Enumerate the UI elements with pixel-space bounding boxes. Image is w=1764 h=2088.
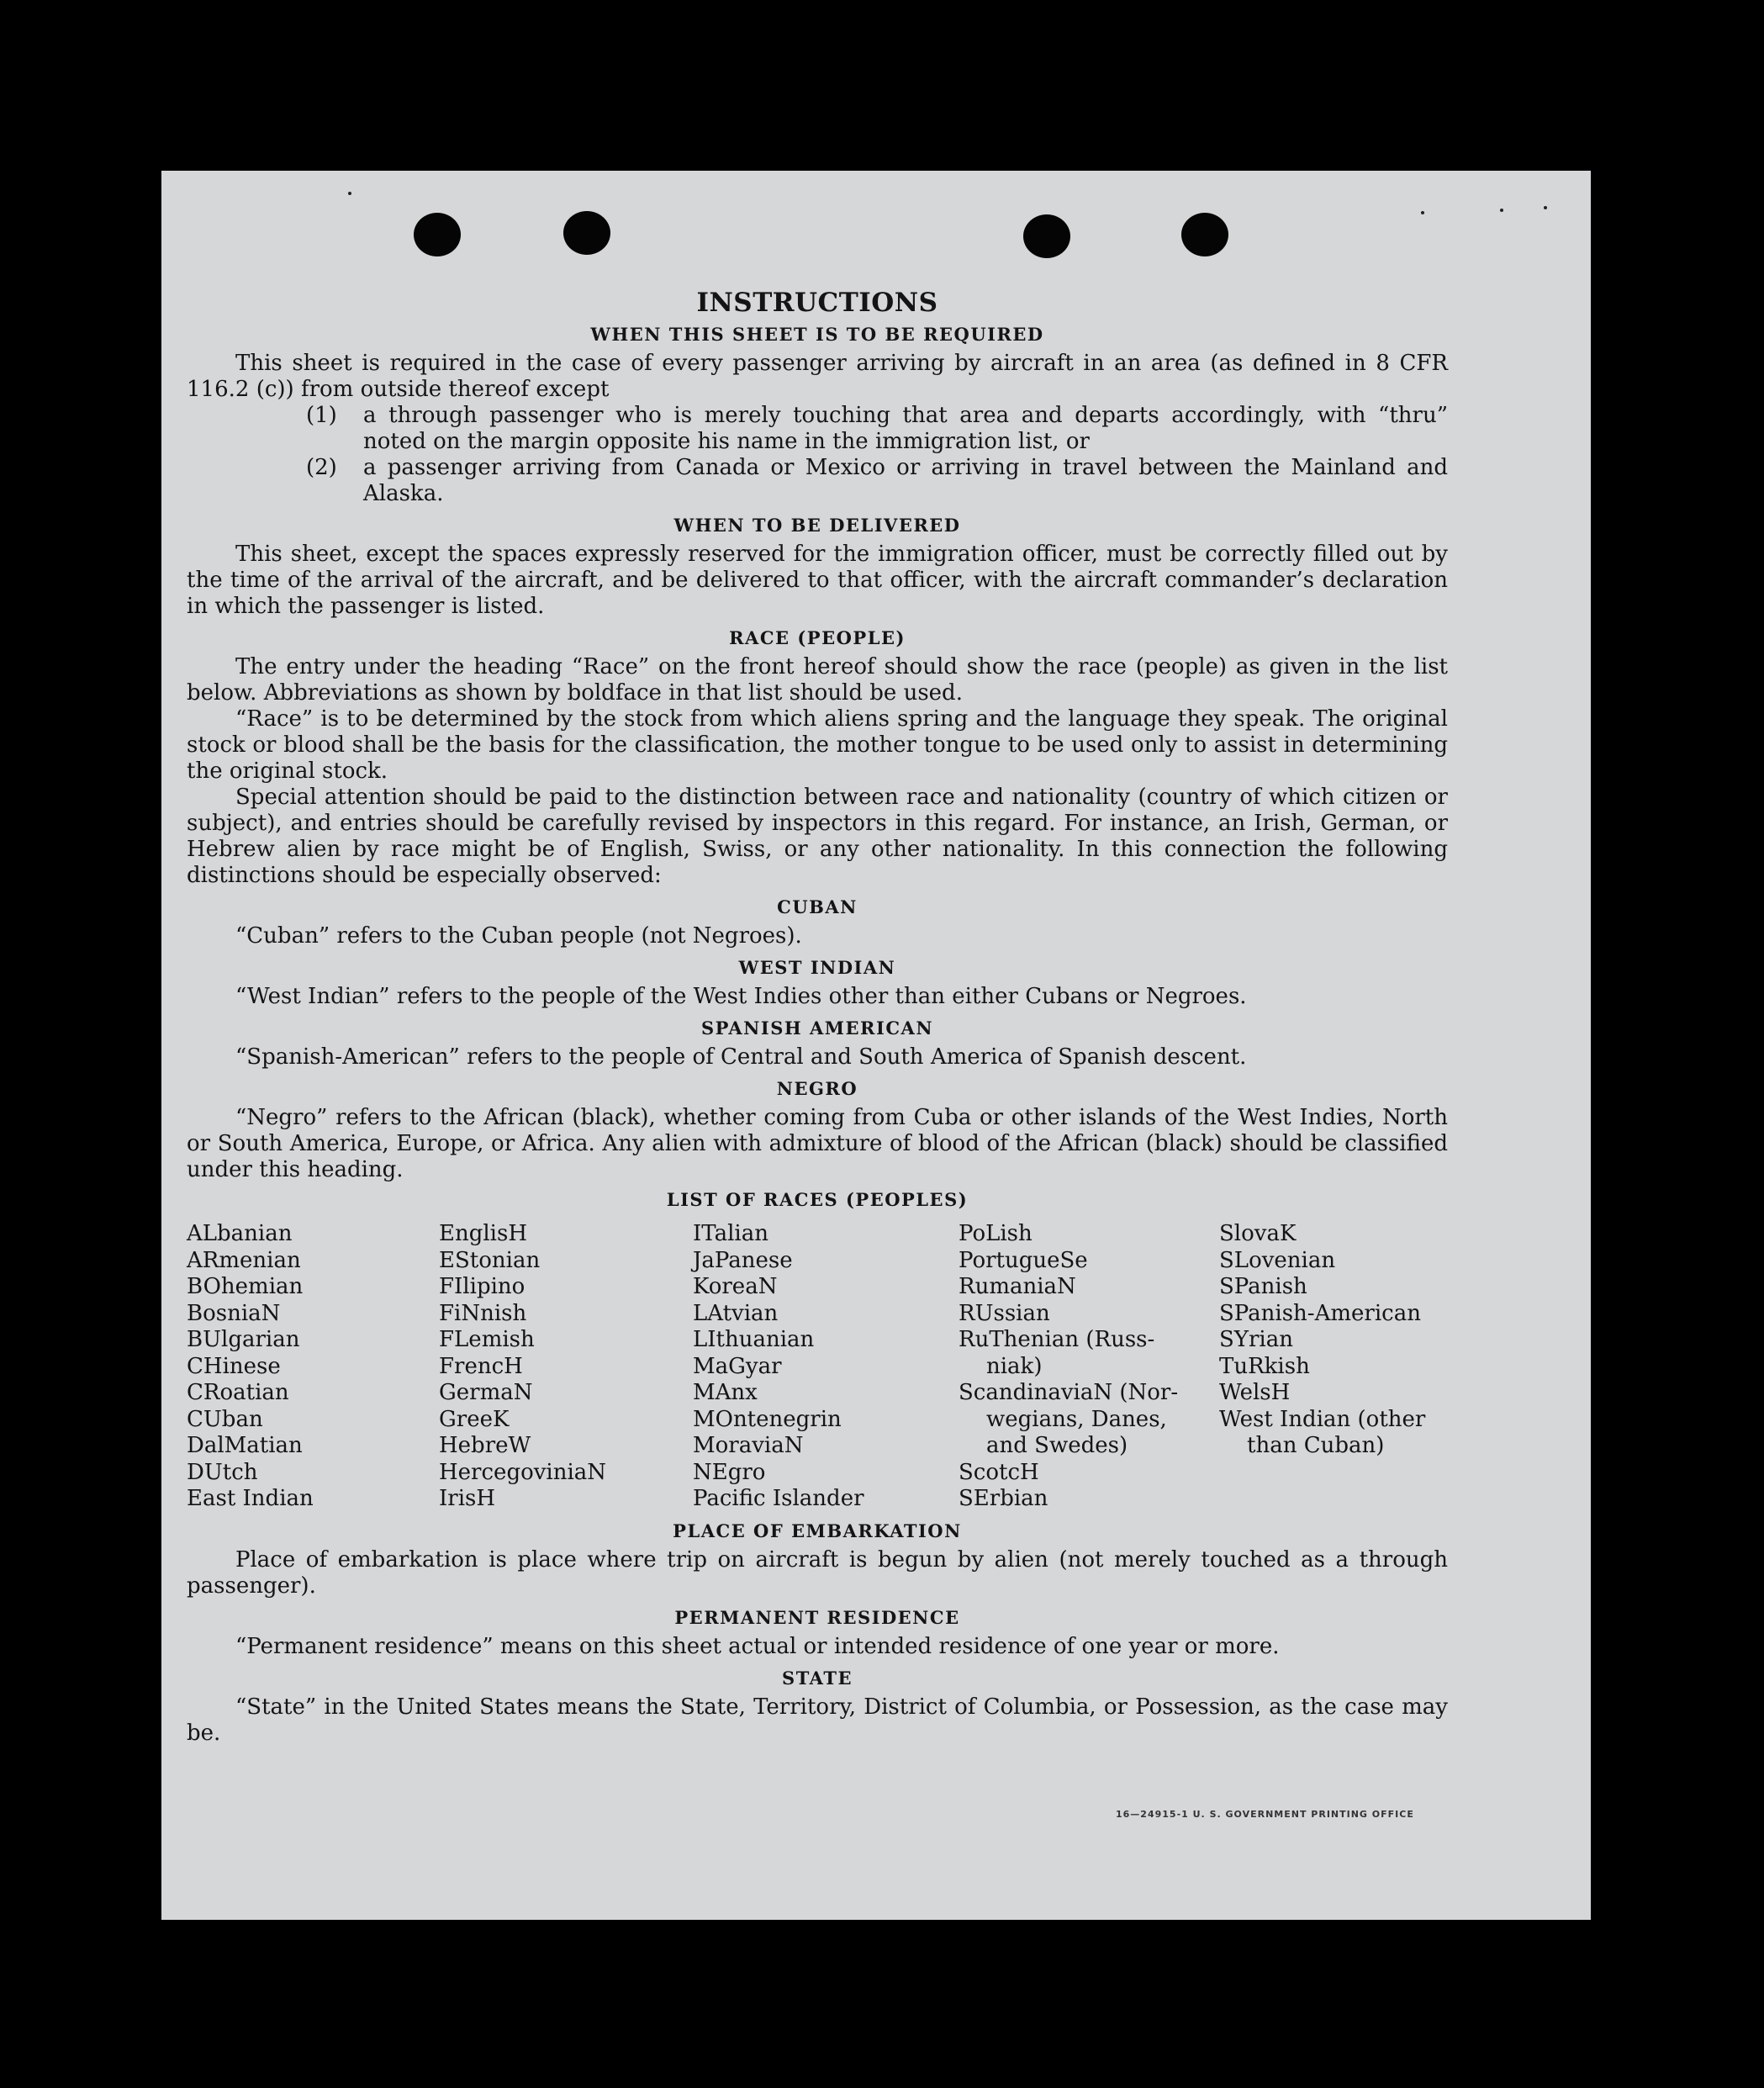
race-entry: EnglisH [439,1221,528,1246]
race-entry: FrencH [439,1353,523,1379]
paragraph: This sheet is required in the case of every passenger arriving by aircraft in an area (as defined in 8 CFR 116.2 (c)) from outside thereof except [187,351,1448,402]
race-entry: ALbanian [187,1221,293,1246]
speck [348,192,351,195]
paragraph: “Cuban” refers to the Cuban people (not Negroes). [235,923,802,949]
punch-hole [1181,213,1228,256]
race-entry: CRoatian [187,1380,289,1405]
section-heading: PLACE OF EMBARKATION [673,1520,962,1541]
race-entry: MAnx [693,1380,758,1405]
speck [1544,206,1547,209]
punch-hole [414,213,461,256]
race-entry: DalMatian [187,1433,303,1458]
race-entry: ARmenian [187,1247,301,1273]
race-entry: DUtch [187,1459,258,1485]
race-entry: CUban [187,1406,263,1432]
race-entry: CHinese [187,1353,281,1379]
paragraph: “Permanent residence” means on this sheet actual or intended residence of one year or more. [235,1633,1280,1659]
item-number: (2) [306,455,337,480]
race-entry: FIlipino [439,1274,526,1299]
race-entry: RUssian [959,1300,1050,1326]
race-entry: EStonian [439,1247,541,1273]
paragraph: “West Indian” refers to the people of the West Indies other than either Cubans or Negroes. [235,984,1247,1009]
punch-hole [1023,214,1070,258]
race-entry: niak) [986,1353,1043,1379]
section-heading: WHEN THIS SHEET IS TO BE REQUIRED [590,324,1044,345]
race-entry: BosniaN [187,1300,281,1326]
race-entry: MoraviaN [693,1433,804,1458]
race-entry: MaGyar [693,1353,782,1379]
race-entry: PoLish [959,1221,1033,1246]
paragraph: Place of embarkation is place where trip on aircraft is begun by alien (not merely touched as a through passenger). [187,1546,1448,1599]
paragraph: “State” in the United States means the State, Territory, District of Columbia, or Possession, as the case may be. [187,1694,1448,1746]
race-entry: East Indian [187,1486,314,1511]
race-entry: than Cuban) [1247,1433,1385,1458]
race-entry: wegians, Danes, [986,1406,1167,1432]
race-entry: BUlgarian [187,1327,300,1352]
punch-hole [563,211,610,255]
item-number: (1) [306,403,337,428]
section-heading: PERMANENT RESIDENCE [674,1606,960,1628]
race-entry: JaPanese [693,1247,793,1273]
race-entry: SYrian [1219,1327,1293,1352]
section-heading: WEST INDIAN [738,957,896,978]
item-text: a passenger arriving from Canada or Mexico or arriving in travel between the Mainland and Alaska. [363,455,1448,506]
race-entry: GreeK [439,1406,510,1432]
race-entry: RumaniaN [959,1274,1076,1299]
document-page [161,171,1591,1920]
race-entry: WelsH [1219,1380,1291,1405]
race-entry: ScandinaviaN (Nor- [959,1380,1179,1405]
list-item [187,403,1448,455]
race-entry: HercegoviniaN [439,1459,607,1485]
paragraph: “Spanish-American” refers to the people of Central and South America of Spanish descent. [235,1044,1247,1070]
paragraph: Special attention should be paid to the distinction between race and nationality (country of which citizen or subject), and entries should be carefully revised by inspectors in this regard. For instance, an Irish, German, or Hebrew alien by race might be of English, Swiss, or any other nationality. In this connection the following distinctions should be especially observed: [187,785,1448,888]
list-item [187,455,1448,507]
races-column [693,1221,959,1513]
speck [1421,211,1424,214]
race-entry: ScotcH [959,1459,1039,1485]
races-column [1219,1221,1448,1513]
instructions-content [187,290,1448,1747]
race-entry: LAtvian [693,1300,779,1326]
race-entry: FLemish [439,1327,535,1352]
race-entry: LIthuanian [693,1327,815,1352]
race-entry: SlovaK [1219,1221,1297,1246]
section-heading: SPANISH AMERICAN [700,1018,934,1039]
item-text: a through passenger who is merely touching that area and departs accordingly, with “thru” noted on the margin opposite his name in the immigration list, or [363,403,1448,454]
page-title: INSTRUCTIONS [696,288,938,318]
race-entry: MOntenegrin [693,1406,842,1432]
race-entry: RuThenian (Russ- [959,1327,1155,1352]
section-heading: CUBAN [777,896,858,917]
races-list [187,1221,1448,1513]
speck [1500,209,1503,212]
race-entry: ITalian [693,1221,768,1246]
race-entry: FiNnish [439,1300,527,1326]
race-entry: West Indian (other [1219,1406,1426,1432]
race-entry: BOhemian [187,1274,304,1299]
race-entry: SErbian [959,1486,1048,1511]
race-entry: HebreW [439,1433,531,1458]
printing-office-code: 16—24915-1 U. S. GOVERNMENT PRINTING OFFICE [1116,1809,1414,1820]
race-entry: GermaN [439,1380,533,1405]
race-entry: SLovenian [1219,1247,1336,1273]
paragraph: “Negro” refers to the African (black), whether coming from Cuba or other islands of the West Indies, North or South America, Europe, or Africa. Any alien with admixture of blood of the African (black) should be classified under this heading. [187,1105,1448,1182]
race-entry: SPanish [1219,1274,1307,1299]
race-entry: TuRkish [1219,1353,1310,1379]
paragraph: “Race” is to be determined by the stock from which aliens spring and the language they speak. The original stock or blood shall be the basis for the classification, the mother tongue to be used only to assist in determining the original stock. [187,706,1448,784]
paragraph: This sheet, except the spaces expressly reserved for the immigration officer, must be correctly filled out by the time of the arrival of the aircraft, and be delivered to that officer, with the aircraft commander’s declaration in which the passenger is listed. [187,542,1448,619]
race-entry: IrisH [439,1486,496,1511]
race-entry: and Swedes) [986,1433,1128,1458]
races-column [959,1221,1219,1513]
race-entry: NEgro [693,1459,766,1485]
section-heading: WHEN TO BE DELIVERED [673,515,961,536]
race-entry: Pacific Islander [693,1486,864,1511]
race-entry: PortugueSe [959,1247,1088,1273]
race-entry: KoreaN [693,1274,778,1299]
races-column [187,1221,439,1513]
section-heading: RACE (PEOPLE) [729,627,906,648]
race-entry: SPanish-American [1219,1300,1421,1326]
section-heading: STATE [782,1667,853,1689]
races-column [439,1221,693,1513]
races-heading: LIST OF RACES (PEOPLES) [666,1189,969,1210]
section-heading: NEGRO [776,1078,858,1099]
paragraph: The entry under the heading “Race” on the front hereof should show the race (people) as given in the list below. Abbreviations as shown by boldface in that list should be used. [187,654,1448,706]
